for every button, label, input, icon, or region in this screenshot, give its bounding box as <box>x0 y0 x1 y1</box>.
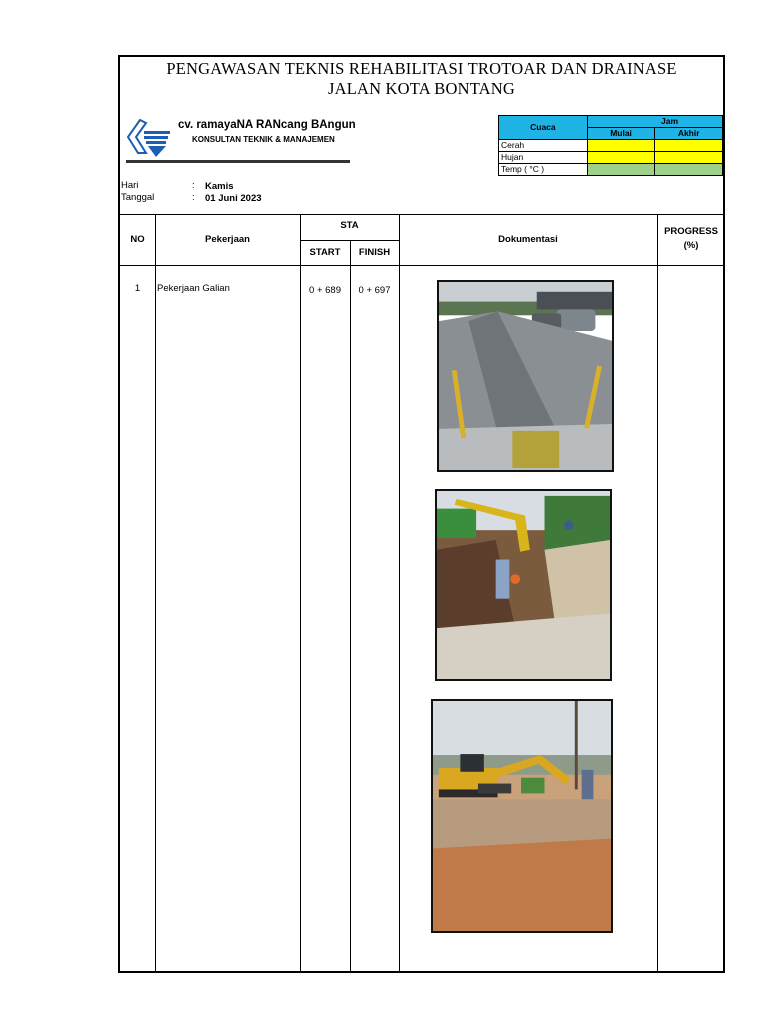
temp-akhir-cell[interactable] <box>655 164 723 176</box>
weather-table <box>498 115 723 176</box>
row-finish: 0 + 697 <box>358 285 391 296</box>
company-subtitle: KONSULTAN TEKNIK & MANAJEMEN <box>192 135 335 144</box>
table-top-border <box>120 214 723 215</box>
col-divider-finish <box>399 214 400 971</box>
weather-row-cerah: Cerah <box>499 140 588 152</box>
hujan-mulai-cell[interactable] <box>587 152 655 164</box>
row-pekerjaan: Pekerjaan Galian <box>157 283 230 294</box>
col-divider-dokumentasi <box>657 214 658 971</box>
hari-value: Kamis <box>205 181 234 192</box>
header-bottom-border <box>120 265 723 266</box>
weather-row-hujan: Hujan <box>499 152 588 164</box>
header-start: START <box>309 247 341 258</box>
cerah-mulai-cell[interactable] <box>587 140 655 152</box>
photo-excavator-site <box>431 699 613 933</box>
header-no: NO <box>130 234 145 245</box>
row-no: 1 <box>134 283 141 294</box>
cerah-akhir-cell[interactable] <box>655 140 723 152</box>
cuaca-header: Cuaca <box>499 116 588 140</box>
header-finish: FINISH <box>358 247 391 258</box>
photo-trench-excavation <box>435 489 612 681</box>
report-frame <box>118 55 725 973</box>
row-start: 0 + 689 <box>309 285 341 296</box>
col-divider-no <box>155 214 156 971</box>
weather-row-temp: Temp ( °C ) <box>499 164 588 176</box>
header-pekerjaan: Pekerjaan <box>205 234 250 245</box>
company-name: cv. ramayaNA RANcang BAngun <box>178 119 356 131</box>
company-logo-icon <box>126 117 176 157</box>
logo-underline <box>126 160 350 163</box>
report-title-line1: PENGAWASAN TEKNIS REHABILITASI TROTOAR DAN DRAINASE <box>166 59 677 78</box>
col-divider-pekerjaan <box>300 214 301 971</box>
tanggal-label: Tanggal <box>121 192 155 203</box>
photo-sidewalk <box>437 280 614 472</box>
tanggal-separator: : <box>192 192 195 203</box>
tanggal-value: 01 Juni 2023 <box>205 193 262 204</box>
hujan-akhir-cell[interactable] <box>655 152 723 164</box>
akhir-header: Akhir <box>655 128 723 140</box>
temp-mulai-cell[interactable] <box>587 164 655 176</box>
header-progress: PROGRESS <box>664 226 718 237</box>
mulai-header: Mulai <box>587 128 655 140</box>
hari-separator: : <box>192 180 195 191</box>
jam-header: Jam <box>587 116 722 128</box>
header-dokumentasi: Dokumentasi <box>498 234 558 245</box>
header-progress-unit: (%) <box>683 240 699 251</box>
hari-label: Hari <box>121 180 139 191</box>
report-title-line2: JALAN KOTA BONTANG <box>327 79 516 98</box>
header-sta: STA <box>340 220 359 231</box>
col-divider-start <box>350 240 351 971</box>
